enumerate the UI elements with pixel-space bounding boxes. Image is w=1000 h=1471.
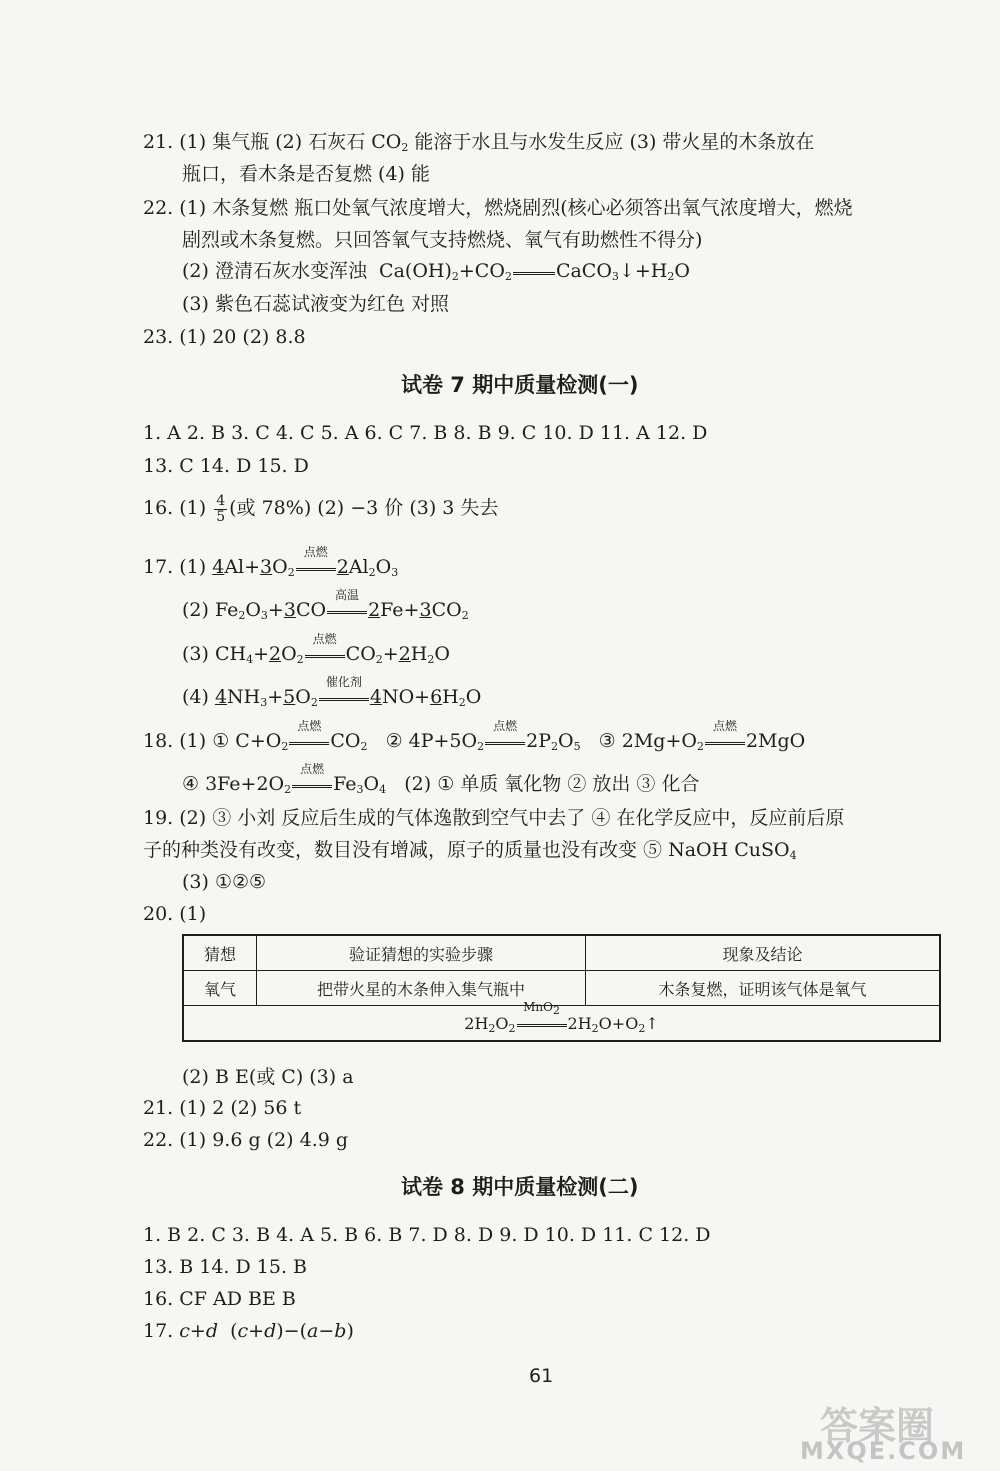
answer-line-16: 16. CF AD BE B: [143, 1288, 296, 1310]
answer-line-17-3: (3) $CH_4+2O_2$ 点燃 $CO_2+2H_2O$: [182, 632, 450, 666]
answer-line-16: 16. (1) $\frac{4}{5}$ (或 78%) (2) −3 价 (3) 3 失去: [143, 493, 499, 525]
table-header-cell: 验证猜想的实验步骤: [257, 935, 586, 971]
answer-line-23: 23. (1) 20 (2) 8.8: [143, 326, 306, 348]
answer-line-19c: (3) ①②⑤: [182, 871, 267, 893]
answer-line-22c: (2) 澄清石灰水变浑浊 $Ca(OH)_2+CO_2$ $CaCO_3↓+H_2O$: [182, 260, 690, 283]
answer-line-20: 20. (1): [143, 903, 207, 925]
mc-answers-line1: 1. A 2. B 3. C 4. C 5. A 6. C 7. B 8. B 9. C 10. D 11. A 12. D: [143, 422, 708, 444]
mc-answers-line2: 13. B 14. D 15. B: [143, 1256, 308, 1278]
fraction: $\frac{4}{5}$: [216, 493, 226, 525]
answer-line-21a: 21. (1) 集气瓶 (2) 石灰石 $CO_2$ 能溶于水且与水发生反应 (3) 带火星的木条放在: [143, 131, 815, 154]
answer-line-17: 17. c+d (c+d)−(a−b): [143, 1320, 354, 1342]
answer-line-17-1: 17. (1) $4Al+3O_2$ 点燃 $2Al_2O_3$: [143, 545, 399, 579]
answer-line-17-2: (2) $Fe_2O_3+3CO$ 高温 $2Fe+3CO_2$: [182, 588, 469, 622]
table-header-cell: 现象及结论: [586, 935, 941, 971]
section-heading-test8: 试卷 8 期中质量检测(二): [401, 1175, 639, 1199]
mc-answers-line2: 13. C 14. D 15. D: [143, 455, 309, 477]
watermark-url: MXQE.COM: [800, 1437, 967, 1465]
answer-line-19b: 子的种类没有改变，数目没有增减，原子的质量也没有改变 ⑤ NaOH CuSO$_4$: [143, 839, 797, 862]
answer-line-17-4: (4) $4NH_3+5O_2$ 催化剂 $4NO+6H_2O$: [182, 675, 482, 709]
answer-line-18b: ④ $3Fe+2O_2$ 点燃 $Fe_3O_4$ (2) ① 单质 氧化物 ② 放出 ③ 化合: [182, 762, 700, 796]
table-equation-cell: $2H_2O_2$ MnO$_2$ $2H_2O+O_2↑$: [183, 1006, 940, 1042]
answer-line-18a: 18. (1) ① $C+O_2$ 点燃 $CO_2$ ② $4P+5O_2$ 点燃 $2P_2O_5$ ③ $2Mg+O_2$ 点燃 2MgO: [143, 719, 806, 753]
page-number: 61: [529, 1365, 554, 1387]
answer-line-22d: (3) 紫色石蕊试液变为红色 对照: [182, 293, 449, 315]
answer-line-22b: 剧烈或木条复燃。只回答氧气支持燃烧、氧气有助燃性不得分): [182, 229, 703, 251]
answer-line-20b: (2) B E(或 C) (3) a: [182, 1066, 354, 1088]
answer-line-22: 22. (1) 9.6 g (2) 4.9 g: [143, 1129, 349, 1151]
table-cell: 把带火星的木条伸入集气瓶中: [257, 971, 586, 1006]
watermark-logo: 答案圈: [820, 1404, 935, 1448]
answer-line-21b: 瓶口，看木条是否复燃 (4) 能: [182, 163, 430, 185]
answer-line-21: 21. (1) 2 (2) 56 t: [143, 1097, 302, 1119]
table-cell: 氧气: [183, 971, 257, 1006]
answer-line-22a: 22. (1) 木条复燃 瓶口处氧气浓度增大，燃烧剧烈(核心必须答出氧气浓度增大，燃烧: [143, 197, 853, 219]
table-header-cell: 猜想: [183, 935, 257, 971]
section-heading-test7: 试卷 7 期中质量检测(一): [401, 373, 639, 397]
table-cell: 木条复燃，证明该气体是氧气: [586, 971, 941, 1006]
answer-line-19a: 19. (2) ③ 小刘 反应后生成的气体逸散到空气中去了 ④ 在化学反应中，反应前后原: [143, 807, 845, 829]
answer-table: [182, 934, 941, 1042]
mc-answers-line1: 1. B 2. C 3. B 4. A 5. B 6. B 7. D 8. D 9. D 10. D 11. C 12. D: [143, 1224, 711, 1246]
